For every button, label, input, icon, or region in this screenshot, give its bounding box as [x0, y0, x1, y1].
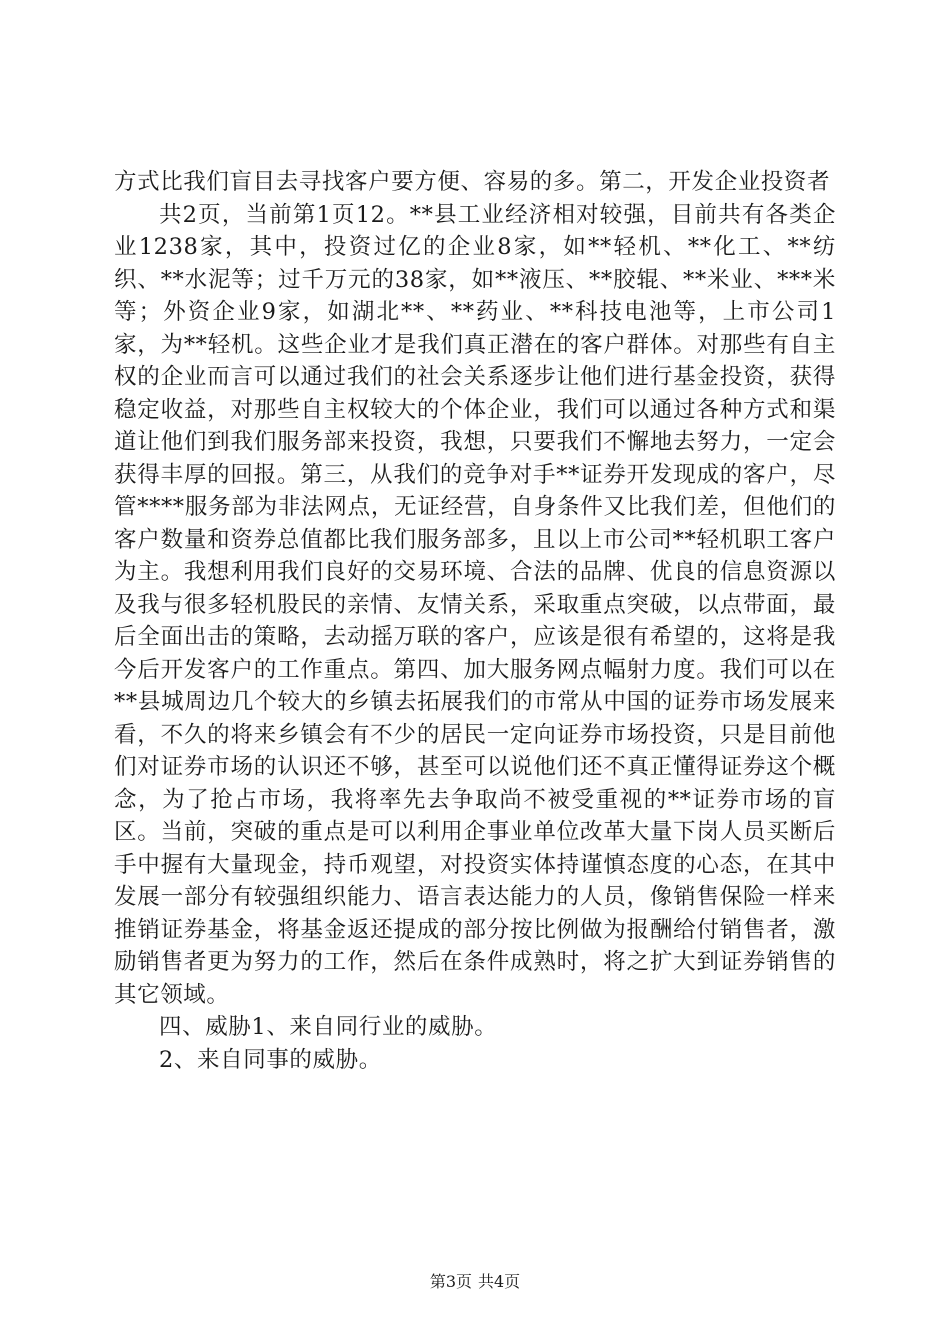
page-number: 第3页 — [429, 1272, 472, 1291]
paragraph-main: 共2页，当前第1页12。**县工业经济相对较强，目前共有各类企业1238家，其中，投资过亿的企业8家，如**轻机、**化工、**纺织、**水泥等；过千万元的38家，如**液压、**胶辊、**米业、***米等；外资企业9家，如湖北**、**药业、**科技电池等，上市公司1家，为**轻机。这些企业才是我们真正潜在的客户群体。对那些有自主权的企业而言可以通过我们的社会关系逐步让他们进行基金投资，获得稳定收益，对那些自主权较大的个体企业，我们可以通过各种方式和渠道让他们到我们服务部来投资，我想，只要我们不懈地去努力，一定会获得丰厚的回报。第三，从我们的竞争对手**证券开发现成的客户，尽管****服务部为非法网点，无证经营，自身条件又比我们差，但他们的客户数量和资券总值都比我们服务部多，且以上市公司**轻机职工客户为主。我想利用我们良好的交易环境、合法的品牌、优良的信息资源以及我与很多轻机股民的亲情、友情关系，采取重点突破，以点带面，最后全面出击的策略，去动摇万联的客户，应该是很有希望的，这将是我今后开发客户的工作重点。第四、加大服务网点幅射力度。我们可以在**县城周边几个较大的乡镇去拓展我们的市常从中国的证券市场发展来看，不久的将来乡镇会有不少的居民一定向证券市场投资，只是目前他们对证券市场的认识还不够，甚至可以说他们还不真正懂得证券这个概念，为了抢占市场，我将率先去争取尚不被受重视的**证券市场的盲区。当前，突破的重点是可以利用企事业单位改革大量下岗人员买断后手中握有大量现金，持币观望，对投资实体持谨慎态度的心态，在其中发展一部分有较强组织能力、语言表达能力的人员，像销售保险一样来推销证券基金，将基金返还提成的部分按比例做为报酬给付销售者，激励销售者更为努力的工作，然后在条件成熟时，将之扩大到证券销售的其它领域。 — [114, 201, 836, 1008]
page-footer — [0, 1269, 950, 1292]
paragraph-threats-heading: 四、威胁1、来自同行业的威胁。 — [159, 1014, 498, 1040]
paragraph-threat-two: 2、来自同事的威胁。 — [159, 1046, 382, 1073]
document-body — [114, 166, 836, 1076]
paragraph-continuation: 方式比我们盲目去寻找客户要方便、容易的多。第二，开发企业投资者 — [114, 169, 831, 195]
page-total: 共4页 — [478, 1272, 521, 1291]
